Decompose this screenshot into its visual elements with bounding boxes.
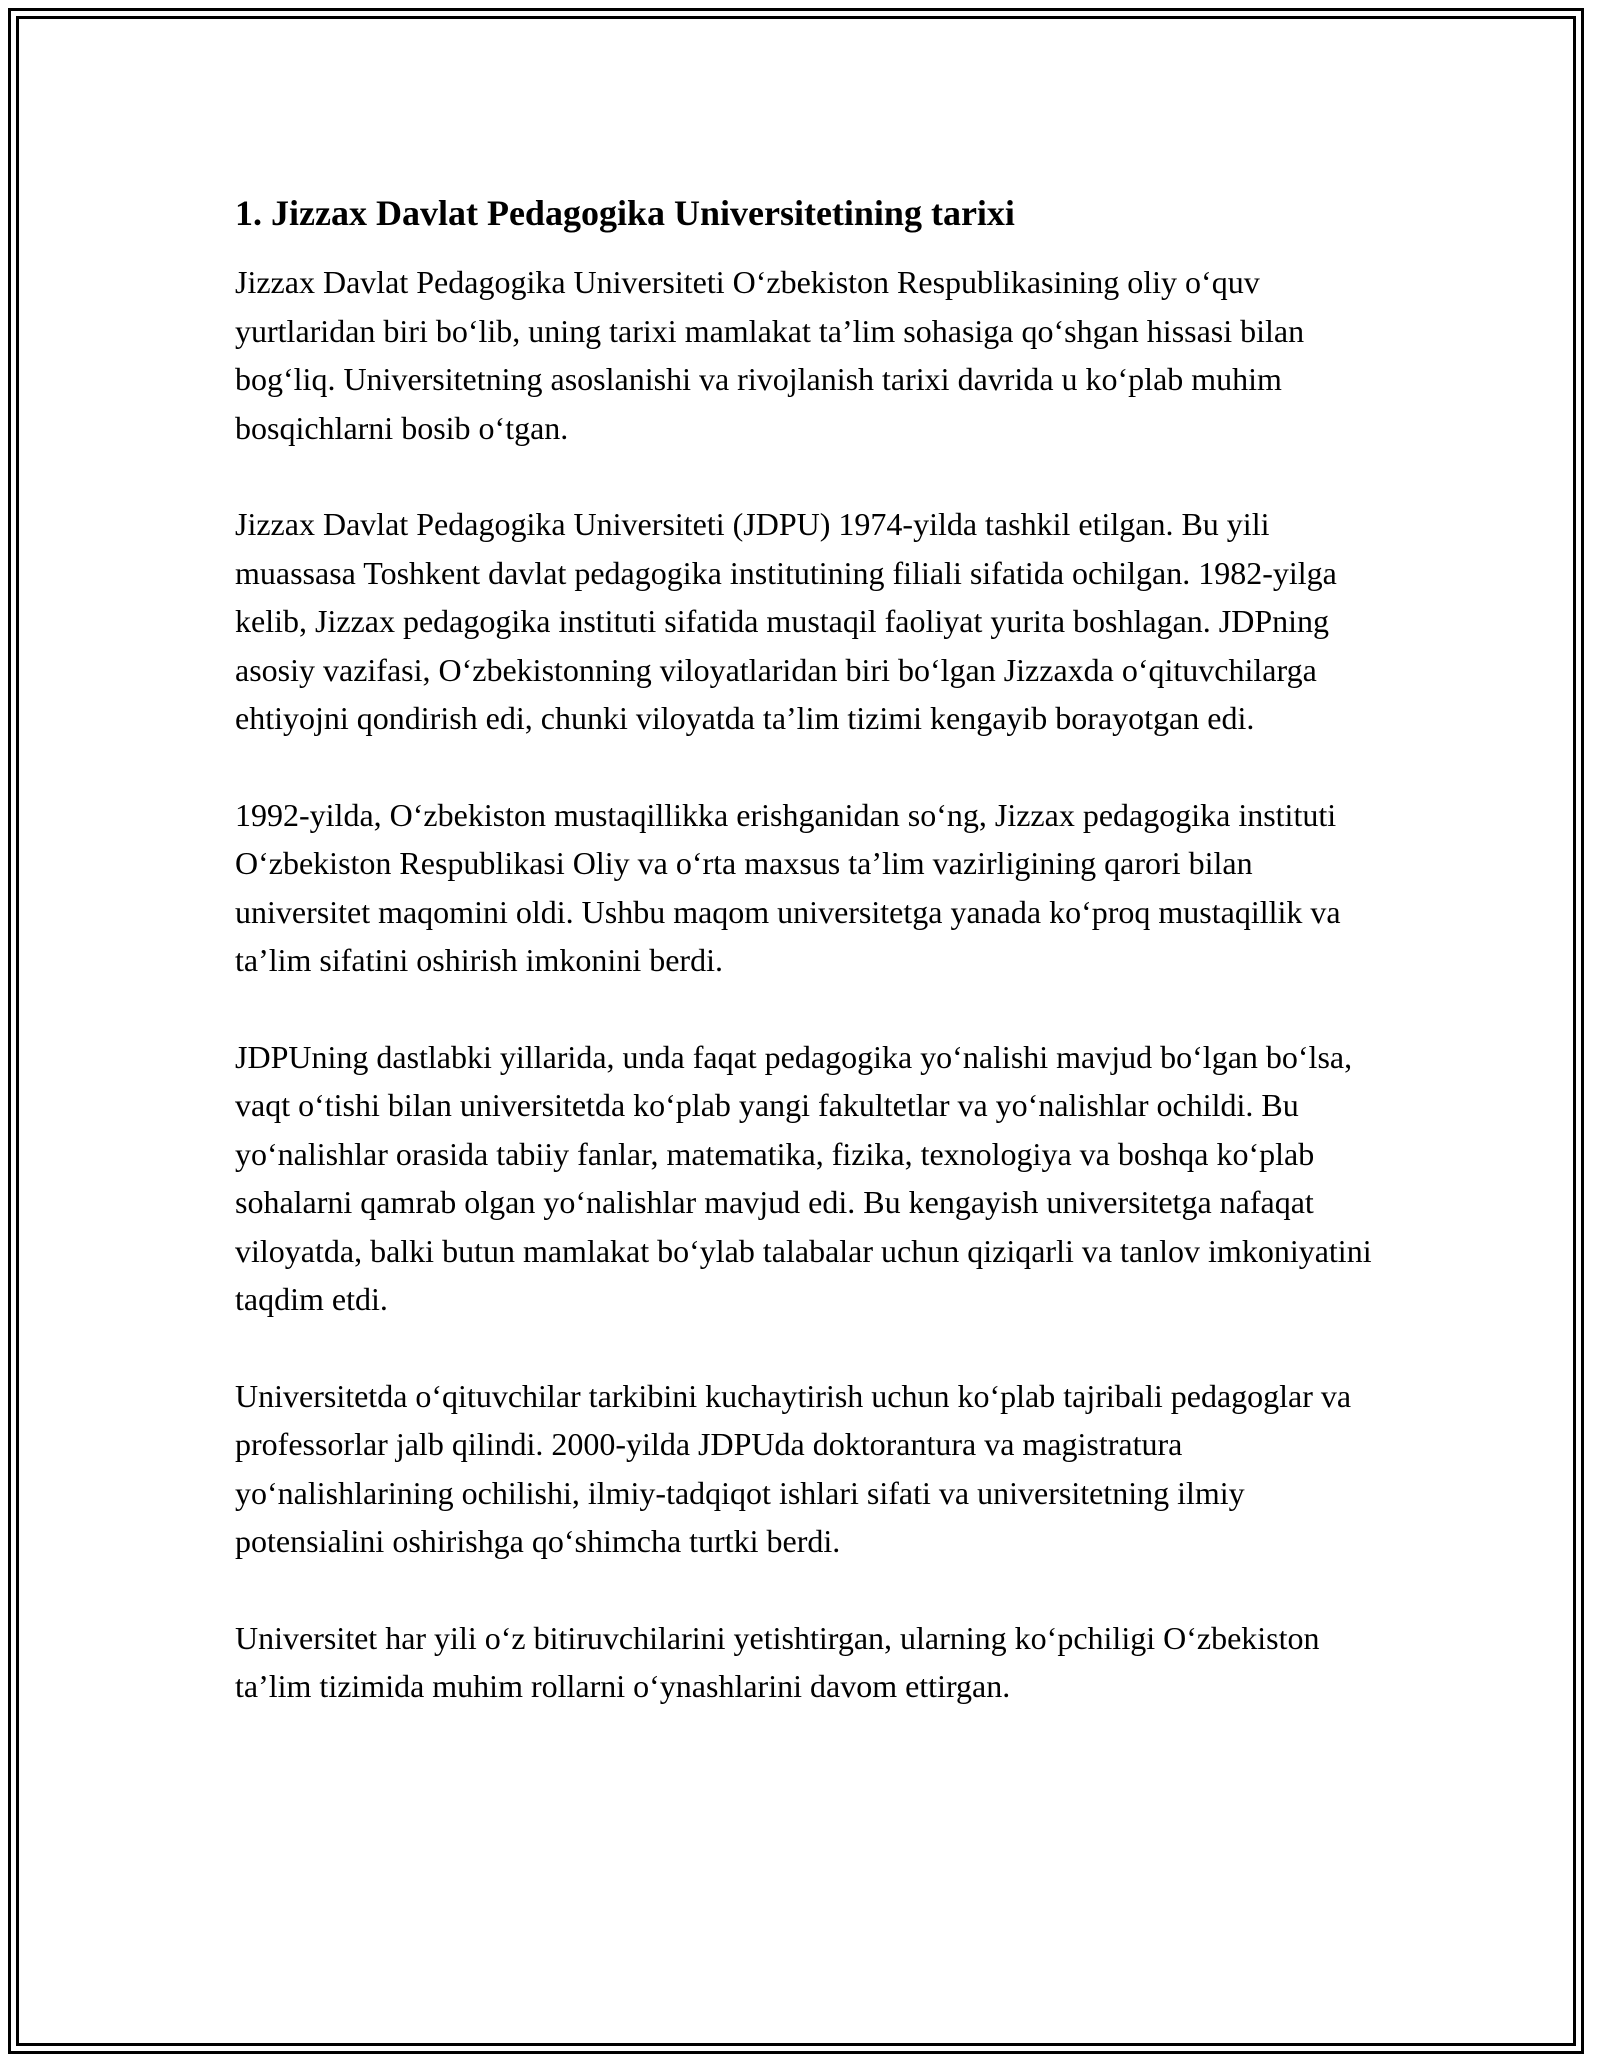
paragraph-4: JDPUning dastlabki yillarida, unda faqat pedagogika yo‘nalishi mavjud bo‘lgan bo‘lsa, vaqt o‘tishi bilan universitetda ko‘plab yangi fakultetlar va yo‘nalishlar ochildi. Bu yo‘nalishlar orasida tabiiy fanlar, matematika, fizika, texnologiya va boshqa ko‘plab sohalarni qamrab olgan yo‘nalishlar mavjud edi. Bu kengayish universitetga nafaqat viloyatda, balki butun mamlakat bo‘ylab talabalar uchun qiziqarli va tanlov imkoniyatini taqdim etdi. [235,1038,1372,1317]
paragraph-1: Jizzax Davlat Pedagogika Universiteti O‘zbekiston Respublikasining oliy o‘quv yurtlaridan biri bo‘lib, uning tarixi mamlakat ta’lim sohasiga qo‘shgan hissasi bilan bog‘liq. Universitetning asoslanishi va rivojlanish tarixi davrida u ko‘plab muhim bosqichlarni bosib o‘tgan. [235,264,1305,446]
paragraph-6: Universitet har yili o‘z bitiruvchilarini yetishtirgan, ularning ko‘pchiligi O‘zbekiston ta’lim tizimida muhim rollarni o‘ynashlarini davom ettirgan. [235,1619,1320,1704]
document-body [235,188,1375,1759]
paragraph-5: Universitetda o‘qituvchilar tarkibini kuchaytirish uchun ko‘plab tajribali pedagoglar va professorlar jalb qilindi. 2000-yilda JDPUda doktorantura va magistratura yo‘nalishlarining ochilishi, ilmiy-tadqiqot ishlari sifati va universitetning ilmiy potensialini oshirishga qo‘shimcha turtki berdi. [235,1377,1352,1559]
page-title: 1. Jizzax Davlat Pedagogika Universitetining tarixi [235,193,1015,233]
paragraph-3: 1992-yilda, O‘zbekiston mustaqillikka erishganidan so‘ng, Jizzax pedagogika instituti O‘zbekiston Respublikasi Oliy va o‘rta maxsus ta’lim vazirligining qarori bilan universitet maqomini oldi. Ushbu maqom universitetga yanada ko‘proq mustaqillik va ta’lim sifatini oshirish imkonini berdi. [235,796,1341,978]
paragraph-2: Jizzax Davlat Pedagogika Universiteti (JDPU) 1974-yilda tashkil etilgan. Bu yili muassasa Toshkent davlat pedagogika institutining filiali sifatida ochilgan. 1982-yilga kelib, Jizzax pedagogika instituti sifatida mustaqil faoliyat yurita boshlagan. JDPning asosiy vazifasi, O‘zbekistonning viloyatlaridan biri bo‘lgan Jizzaxda o‘qituvchilarga ehtiyojni qondirish edi, chunki viloyatda ta’lim tizimi kengayib borayotgan edi. [235,506,1337,736]
